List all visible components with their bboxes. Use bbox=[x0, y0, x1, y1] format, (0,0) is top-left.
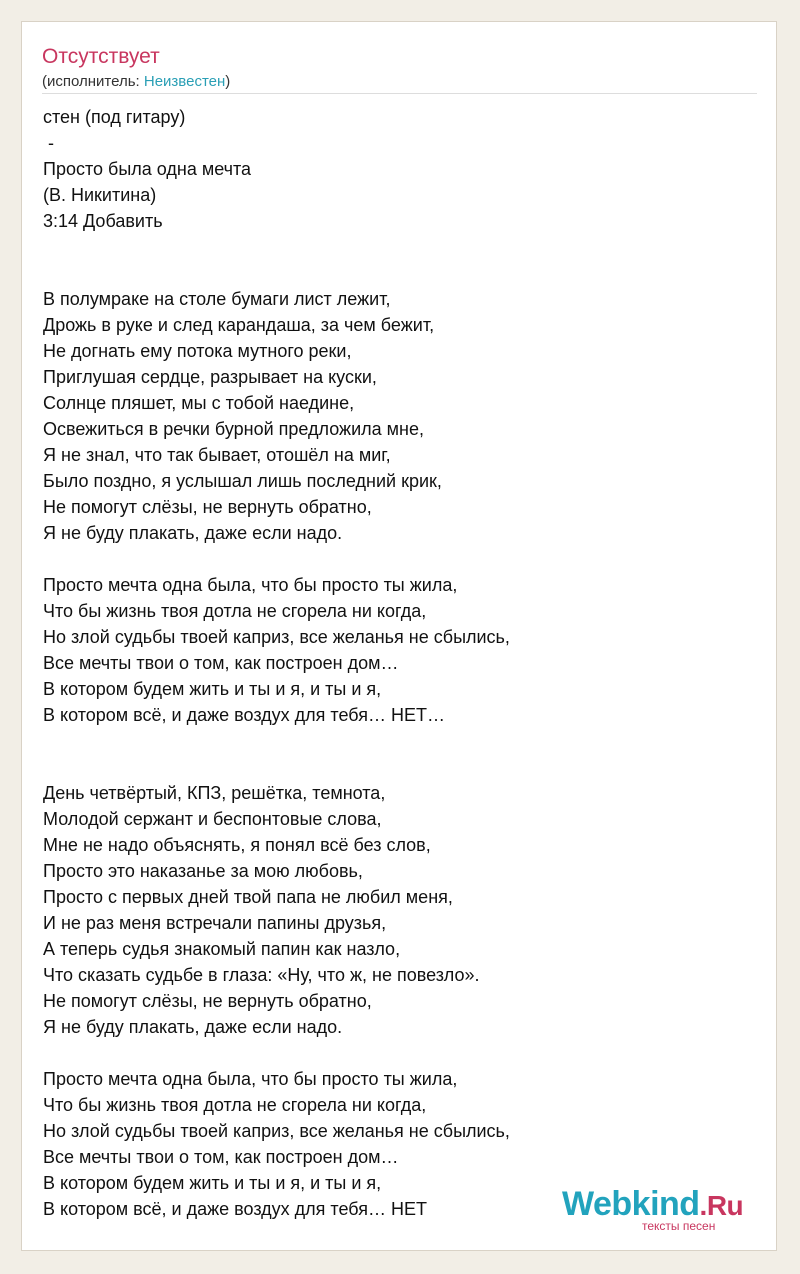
lyric-line: Освежиться в речки бурной предложила мне, bbox=[43, 419, 424, 439]
lyric-line bbox=[43, 1040, 510, 1066]
artist-line bbox=[42, 72, 230, 92]
lyric-line: В котором всё, и даже воздух для тебя… НЕТ… bbox=[43, 705, 445, 725]
webkind-logo[interactable] bbox=[562, 1185, 757, 1233]
lyric-line: Что бы жизнь твоя дотла не сгорела ни когда, bbox=[43, 601, 427, 621]
lyric-line: А теперь судья знакомый папин как назло, bbox=[43, 939, 401, 959]
lyric-line: День четвёртый, КПЗ, решётка, темнота, bbox=[43, 783, 386, 803]
lyric-line: Все мечты твои о том, как построен дом… bbox=[43, 653, 399, 673]
artist-prefix: (исполнитель: bbox=[42, 73, 144, 90]
lyric-line: Дрожь в руке и след карандаша, за чем бежит, bbox=[43, 315, 435, 335]
lyric-line: Не помогут слёзы, не вернуть обратно, bbox=[43, 497, 372, 517]
lyric-line: Все мечты твои о том, как построен дом… bbox=[43, 1147, 399, 1167]
lyric-line: В котором будем жить и ты и я, и ты и я, bbox=[43, 1173, 382, 1193]
lyric-line: В котором всё, и даже воздух для тебя… НЕТ bbox=[43, 1199, 427, 1219]
lyric-line: Я не буду плакать, даже если надо. bbox=[43, 523, 343, 543]
lyric-line: Я не буду плакать, даже если надо. bbox=[43, 1017, 343, 1037]
lyric-line bbox=[43, 754, 510, 780]
artist-link[interactable]: Неизвестен bbox=[143, 73, 226, 90]
lyric-line: В полумраке на столе бумаги лист лежит, bbox=[43, 289, 391, 309]
lyric-line: Просто это наказанье за мою любовь, bbox=[43, 861, 363, 881]
lyric-line: Просто с первых дней твой папа не любил меня, bbox=[43, 887, 453, 907]
lyric-line: Просто была одна мечта bbox=[43, 159, 252, 179]
lyric-line: В котором будем жить и ты и я, и ты и я, bbox=[43, 679, 382, 699]
lyric-line: Мне не надо объяснять, я понял всё без слов, bbox=[43, 835, 431, 855]
lyric-line: Просто мечта одна была, что бы просто ты жила, bbox=[43, 575, 458, 595]
lyric-line: Приглушая сердце, разрывает на куски, bbox=[43, 367, 377, 387]
lyric-line: Но злой судьбы твоей каприз, все желанья не сбылись, bbox=[43, 1121, 510, 1141]
lyric-line bbox=[43, 260, 510, 286]
lyric-line: - bbox=[43, 133, 54, 153]
lyric-line: Я не знал, что так бывает, отошёл на миг, bbox=[43, 445, 391, 465]
lyric-line: 3:14 Добавить bbox=[43, 211, 163, 231]
lyric-line bbox=[43, 728, 510, 754]
lyrics-card bbox=[21, 21, 777, 1251]
lyric-line bbox=[43, 234, 510, 260]
lyric-line: стен (под гитару) bbox=[43, 107, 186, 127]
lyric-line: Не догнать ему потока мутного реки, bbox=[43, 341, 352, 361]
song-title: Отсутствует bbox=[42, 45, 160, 68]
logo-tagline: тексты песен bbox=[642, 1219, 716, 1233]
lyric-line: Что бы жизнь твоя дотла не сгорела ни когда, bbox=[43, 1095, 427, 1115]
lyric-line: И не раз меня встречали папины друзья, bbox=[43, 913, 387, 933]
lyrics-text bbox=[43, 104, 510, 1222]
lyric-line: Было поздно, я услышал лишь последний крик, bbox=[43, 471, 442, 491]
lyric-line: (В. Никитина) bbox=[43, 185, 157, 205]
logo-main-text: Webkind bbox=[562, 1185, 700, 1223]
lyric-line: Но злой судьбы твоей каприз, все желанья не сбылись, bbox=[43, 627, 510, 647]
lyric-line: Что сказать судьбе в глаза: «Ну, что ж, не повезло». bbox=[43, 965, 480, 985]
lyric-line: Просто мечта одна была, что бы просто ты жила, bbox=[43, 1069, 458, 1089]
header-divider bbox=[42, 93, 757, 94]
lyric-line bbox=[43, 546, 510, 572]
lyric-line: Молодой сержант и беспонтовые слова, bbox=[43, 809, 382, 829]
lyric-line: Не помогут слёзы, не вернуть обратно, bbox=[43, 991, 372, 1011]
artist-suffix: ) bbox=[225, 73, 231, 90]
lyric-line: Солнце пляшет, мы с тобой наедине, bbox=[43, 393, 355, 413]
logo-suffix-text: .Ru bbox=[699, 1190, 744, 1221]
